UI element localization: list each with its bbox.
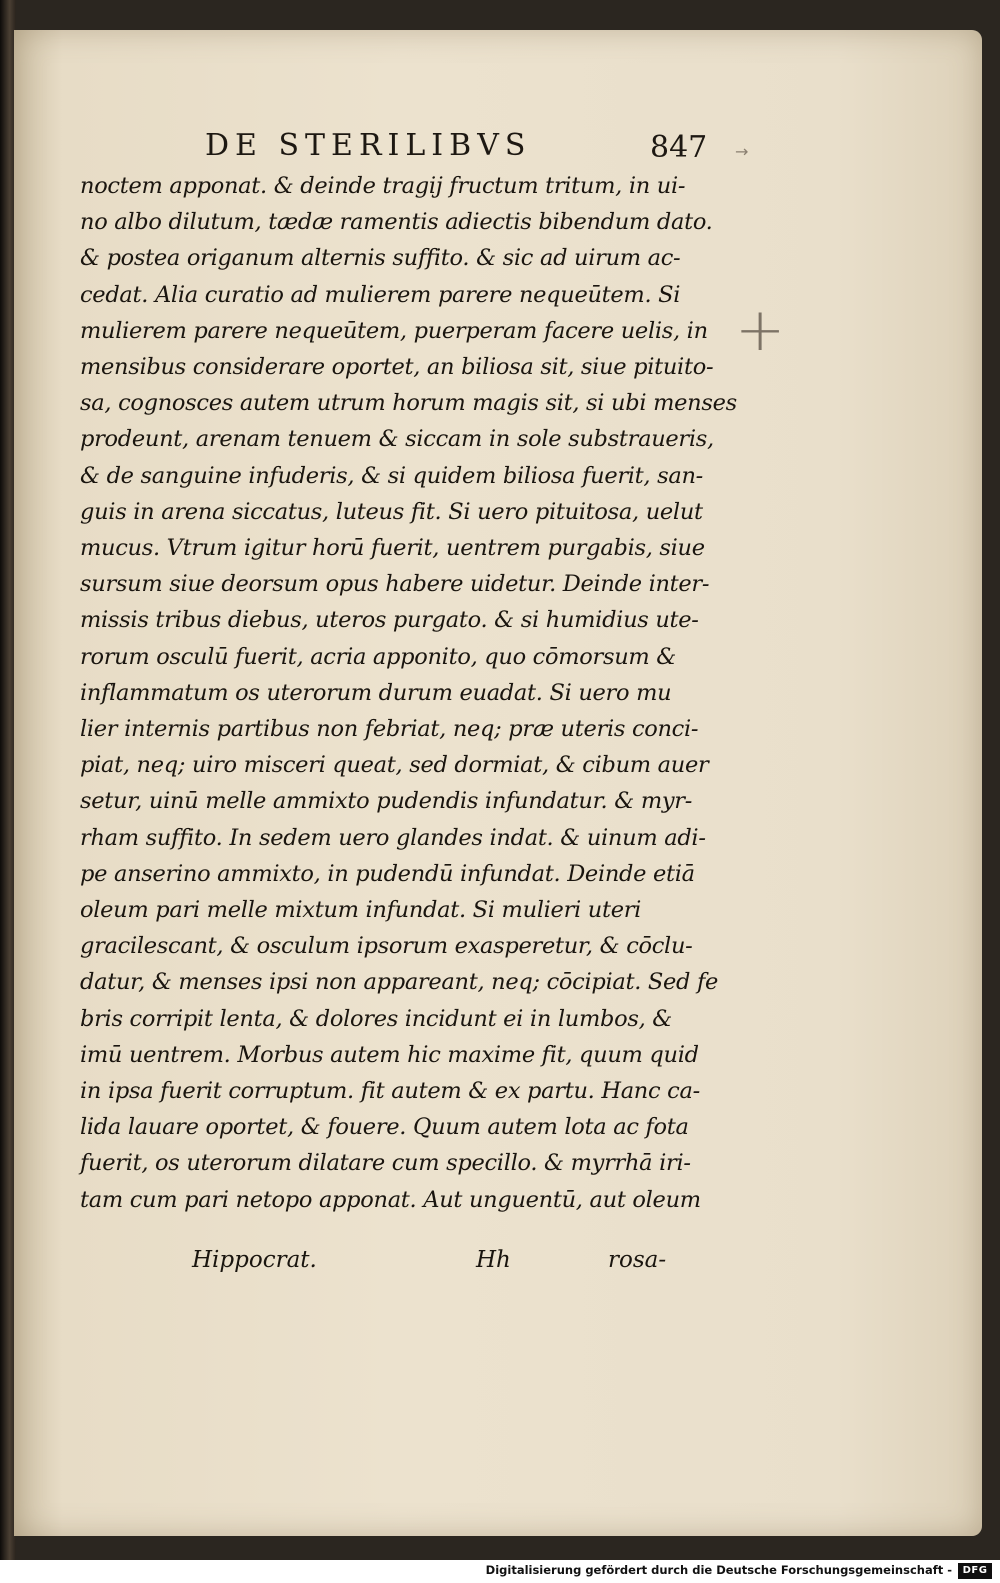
text-line: & de sanguine infuderis, & si quidem biliosa fuerit, san- <box>80 462 703 489</box>
text-line: fuerit, os uterorum dilatare cum specillo. & myrrhā iri- <box>80 1150 691 1177</box>
pencil-arrow-mark: → <box>735 142 749 161</box>
text-line: cedat. Alia curatio ad mulierem parere nequeūtem. Si <box>80 281 681 308</box>
text-line: & postea origanum alternis suffito. & sic ad uirum ac- <box>80 245 681 272</box>
text-line: guis in arena siccatus, luteus fit. Si uero pituitosa, uelut <box>80 498 703 525</box>
text-line: datur, & menses ipsi non appareant, neq; cōcipiat. Sed fe <box>80 969 719 996</box>
footer-bar <box>0 1560 1000 1583</box>
signature-mark: Hh <box>476 1247 511 1273</box>
text-line: mensibus considerare oportet, an biliosa sit, siue pituito- <box>80 354 714 381</box>
text-line: lier internis partibus non febriat, neq; præ uteris conci- <box>80 716 699 743</box>
text-line: setur, uinū melle ammixto pudendis infundatur. & myr- <box>80 788 693 815</box>
running-head: DE STERILIBVS <box>205 128 532 163</box>
text-line: rham suffito. In sedem uero glandes indat. & uinum adi- <box>80 824 706 851</box>
text-line: piat, neq; uiro misceri queat, sed dormiat, & cibum auer <box>80 752 709 779</box>
text-line: in ipsa fuerit corruptum. fit autem & ex partu. Hanc ca- <box>80 1078 700 1105</box>
text-line: prodeunt, arenam tenuem & siccam in sole substraueris, <box>80 426 714 453</box>
catchword: rosa- <box>608 1247 667 1273</box>
page-number: 847 <box>650 130 708 165</box>
text-line: no albo dilutum, tædæ ramentis adiectis bibendum dato. <box>80 209 713 236</box>
text-line: missis tribus diebus, uteros purgato. & si humidius ute- <box>80 607 699 634</box>
margin-cross-mark: + <box>735 295 786 365</box>
text-line: imū uentrem. Morbus autem hic maxime fit, quum quid <box>80 1041 699 1068</box>
body-text <box>80 168 737 1218</box>
text-line: mulierem parere nequeūtem, puerperam facere uelis, in <box>80 317 708 344</box>
text-line: noctem apponat. & deinde tragij fructum tritum, in ui- <box>80 173 686 199</box>
dfg-logo: DFG <box>958 1563 992 1579</box>
funding-credit: Digitalisierung gefördert durch die Deutsche Forschungsgemeinschaft - <box>485 1563 952 1577</box>
text-line: pe anserino ammixto, in pudendū infundat. Deinde etiā <box>80 860 695 887</box>
text-line: gracilescant, & osculum ipsorum exasperetur, & cōclu- <box>80 933 693 960</box>
text-line: inflammatum os uterorum durum euadat. Si uero mu <box>80 679 672 706</box>
catchline-author: Hippocrat. <box>192 1247 317 1273</box>
text-line: rorum osculū fuerit, acria apponito, quo cōmorsum & <box>80 643 677 670</box>
text-line: lida lauare oportet, & fouere. Quum autem lota ac fota <box>80 1114 689 1141</box>
text-line: mucus. Vtrum igitur horū fuerit, uentrem purgabis, siue <box>80 535 705 562</box>
text-line: oleum pari melle mixtum infundat. Si mulieri uteri <box>80 897 642 924</box>
text-line: sursum siue deorsum opus habere uidetur. Deinde inter- <box>80 571 710 598</box>
text-line: tam cum pari netopo apponat. Aut unguentū, aut oleum <box>80 1186 701 1213</box>
text-line: sa, cognosces autem utrum horum magis sit, si ubi menses <box>80 390 737 417</box>
text-line: bris corripit lenta, & dolores incidunt ei in lumbos, & <box>80 1005 673 1032</box>
